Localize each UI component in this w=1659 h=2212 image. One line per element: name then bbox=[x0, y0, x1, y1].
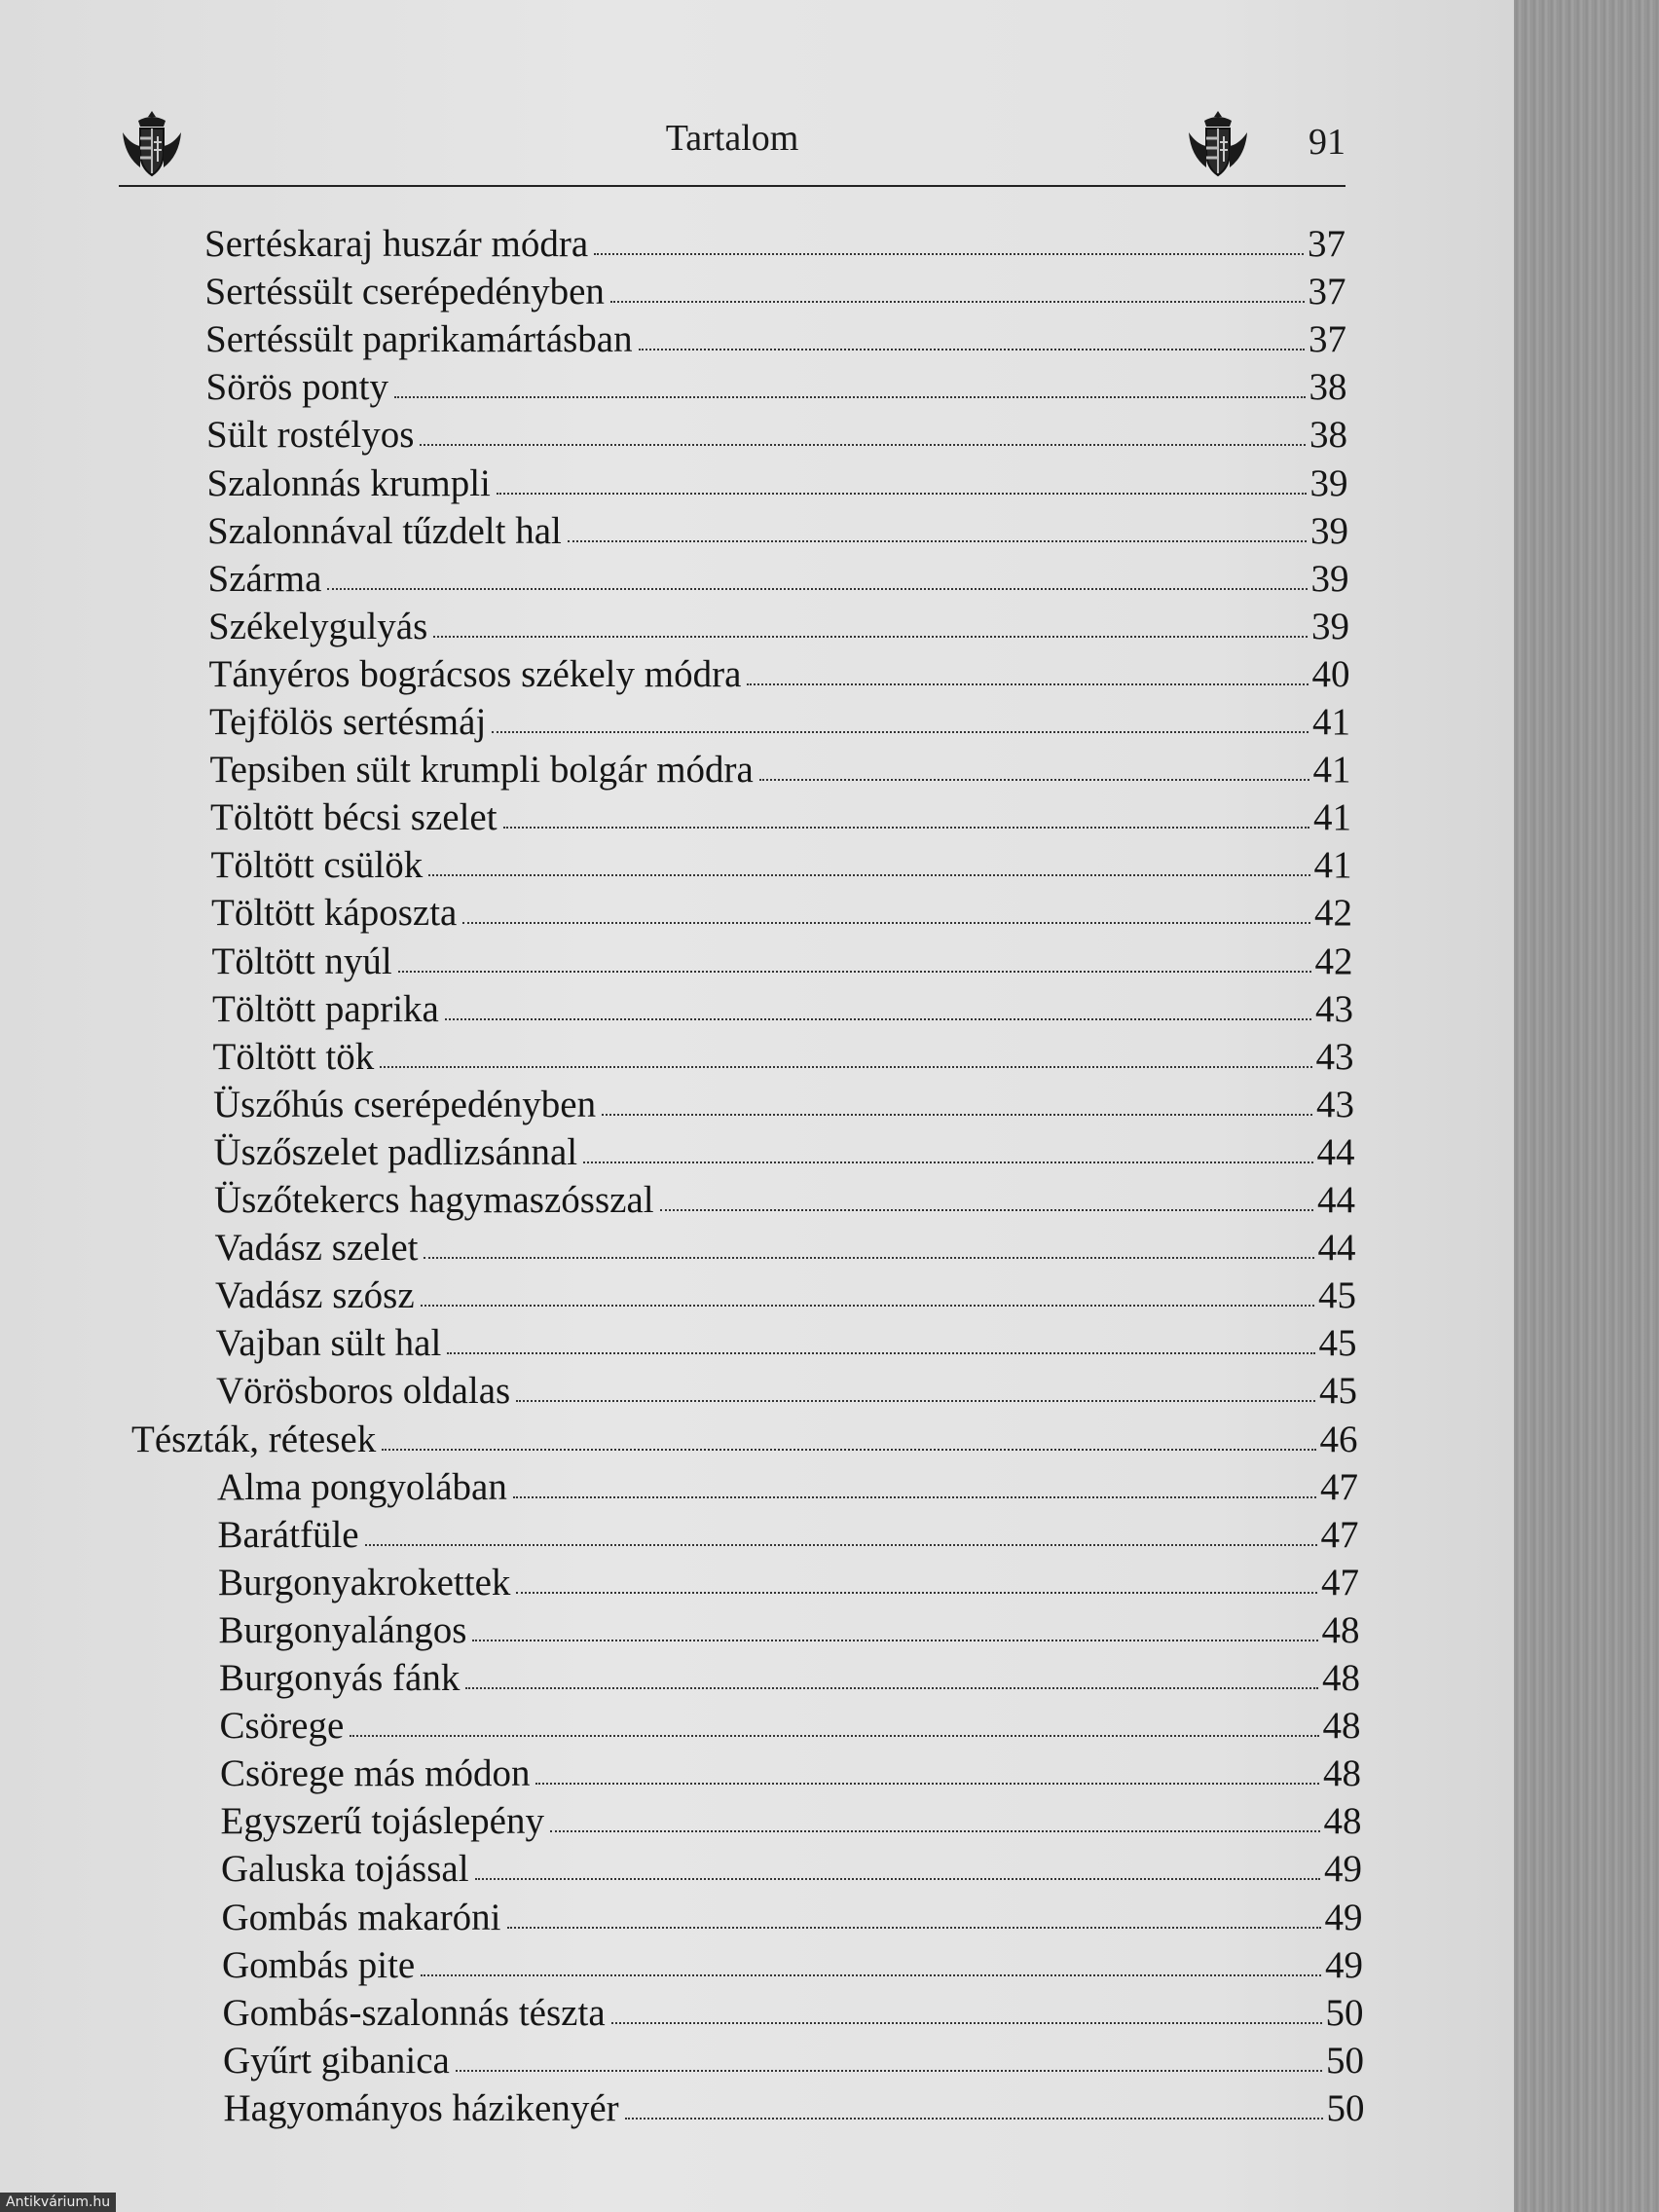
toc-entry-page: 43 bbox=[1315, 987, 1353, 1030]
dot-leader bbox=[516, 1592, 1317, 1594]
toc-entry bbox=[205, 264, 1346, 311]
toc-entry bbox=[224, 2081, 1365, 2127]
toc-entry-page: 46 bbox=[1319, 1418, 1358, 1460]
dot-leader bbox=[475, 1878, 1320, 1880]
toc-entry-title: Burgonyás fánk bbox=[219, 1657, 461, 1699]
dot-leader bbox=[421, 1974, 1321, 1976]
toc-entry-title: Töltött nyúl bbox=[211, 940, 392, 982]
toc-entry-page: 48 bbox=[1323, 1752, 1361, 1795]
toc-entry bbox=[219, 1650, 1360, 1697]
dot-leader bbox=[382, 1449, 1315, 1451]
toc-entry-title: Töltött tök bbox=[212, 1035, 375, 1078]
toc-entry-title: Vadász szósz bbox=[215, 1274, 415, 1317]
toc-entry-page: 41 bbox=[1313, 796, 1351, 839]
toc-entry-page: 50 bbox=[1326, 2086, 1365, 2129]
dot-leader bbox=[492, 731, 1309, 733]
toc-entry-title: Tejfölös sertésmáj bbox=[209, 701, 487, 743]
toc-entry bbox=[205, 359, 1347, 409]
toc-entry bbox=[217, 1459, 1358, 1506]
toc-entry-title: Hagyományos házikenyér bbox=[223, 2086, 619, 2129]
toc-entry-title: Gombás-szalonnás tészta bbox=[222, 1991, 606, 2034]
toc-entry bbox=[223, 1985, 1364, 2032]
dot-leader bbox=[447, 1352, 1314, 1354]
toc-entry-page: 49 bbox=[1324, 1848, 1362, 1891]
toc-entry-title: Töltött káposzta bbox=[211, 892, 458, 935]
toc-entry-title: Szárma bbox=[207, 557, 322, 600]
toc-entry-page: 50 bbox=[1325, 1991, 1364, 2034]
dot-leader bbox=[747, 683, 1308, 685]
toc-entry-title: Burgonyakrokettek bbox=[218, 1561, 511, 1604]
dot-leader bbox=[503, 827, 1309, 829]
toc-entry-page: 45 bbox=[1319, 1370, 1357, 1413]
toc-entry bbox=[214, 1220, 1356, 1270]
dot-leader bbox=[456, 2070, 1322, 2072]
dot-leader bbox=[365, 1544, 1317, 1546]
toc-entry-page: 37 bbox=[1308, 223, 1346, 265]
toc-entry-page: 43 bbox=[1316, 1083, 1354, 1125]
toc-entry-page: 47 bbox=[1320, 1465, 1358, 1508]
toc-entry-page: 45 bbox=[1318, 1322, 1357, 1365]
toc-entry-page: 47 bbox=[1321, 1561, 1359, 1604]
toc-entry bbox=[207, 503, 1348, 550]
dot-leader bbox=[639, 349, 1305, 350]
toc-entry-page: 48 bbox=[1321, 1608, 1360, 1651]
toc-entry-title: Szalonnával tűzdelt hal bbox=[207, 509, 562, 552]
toc-entry bbox=[222, 1937, 1363, 1984]
toc-entry-title: Csörege bbox=[219, 1705, 345, 1748]
toc-entry bbox=[218, 1507, 1359, 1554]
toc-entry-title: Sertéssült paprikamártásban bbox=[205, 318, 633, 361]
toc-entry bbox=[204, 216, 1346, 263]
toc-entry-title: Vadász szelet bbox=[214, 1227, 419, 1270]
toc-entry-page: 44 bbox=[1317, 1227, 1356, 1270]
toc-entry bbox=[209, 694, 1350, 741]
toc-entry-page: 39 bbox=[1310, 557, 1349, 600]
dot-leader bbox=[445, 1018, 1311, 1020]
dot-leader bbox=[420, 444, 1306, 446]
toc-entry-title: Töltött csülök bbox=[210, 844, 424, 887]
dot-leader bbox=[472, 1640, 1317, 1641]
toc-entry-title: Burgonyalángos bbox=[218, 1608, 467, 1651]
toc-entry-page: 50 bbox=[1326, 2039, 1364, 2082]
toc-entry-page: 37 bbox=[1308, 271, 1346, 313]
toc-entry bbox=[216, 1363, 1357, 1413]
toc-entry bbox=[213, 1029, 1354, 1076]
toc-entry-page: 42 bbox=[1314, 940, 1353, 982]
toc-entry-page: 38 bbox=[1309, 414, 1347, 457]
toc-entry-title: Tészták, rétesek bbox=[131, 1418, 377, 1460]
toc-entry-page: 49 bbox=[1324, 1896, 1363, 1938]
toc-entry-page: 44 bbox=[1316, 1130, 1355, 1173]
toc-entry bbox=[223, 2033, 1364, 2080]
toc-entry-title: Galuska tojással bbox=[221, 1848, 469, 1891]
toc-entry-title: Egyszerű tojáslepény bbox=[220, 1800, 544, 1843]
toc-entry-page: 49 bbox=[1325, 1943, 1363, 1986]
toc-entry-title: Csörege más módon bbox=[220, 1752, 531, 1795]
dot-leader bbox=[660, 1209, 1313, 1211]
dot-leader bbox=[759, 779, 1309, 781]
toc-entry-title: Gombás pite bbox=[222, 1943, 416, 1986]
dot-leader bbox=[516, 1400, 1315, 1402]
toc-entry-title: Üszőszelet padlizsánnal bbox=[213, 1130, 578, 1173]
toc-entry-page: 42 bbox=[1314, 892, 1352, 935]
toc-entry-page: 48 bbox=[1322, 1705, 1361, 1748]
toc-entry bbox=[220, 1793, 1362, 1843]
dot-leader bbox=[602, 1114, 1312, 1116]
dot-leader bbox=[327, 588, 1307, 590]
toc-entry-title: Üszőhús cserépedényben bbox=[213, 1083, 597, 1125]
dot-leader bbox=[433, 636, 1308, 638]
toc-entry-page: 39 bbox=[1311, 605, 1349, 647]
toc-entry-page: 38 bbox=[1309, 366, 1347, 409]
dot-leader bbox=[583, 1161, 1312, 1163]
toc-entry-title: Tányéros bográcsos székely módra bbox=[208, 652, 742, 695]
dot-leader bbox=[507, 1927, 1321, 1929]
toc-entry-title: Szalonnás krumpli bbox=[206, 461, 491, 504]
toc-entry-page: 44 bbox=[1317, 1179, 1355, 1221]
dot-leader bbox=[610, 301, 1305, 303]
toc-entry bbox=[212, 981, 1353, 1028]
toc-entry bbox=[210, 790, 1351, 839]
toc-entry-page: 41 bbox=[1313, 844, 1352, 887]
toc-entry bbox=[213, 1077, 1354, 1124]
toc-entry-title: Tepsiben sült krumpli bolgár módra bbox=[209, 749, 754, 792]
toc-entry-page: 47 bbox=[1320, 1513, 1359, 1556]
toc-entry bbox=[221, 1841, 1362, 1891]
dot-leader bbox=[428, 874, 1309, 876]
dot-leader bbox=[594, 253, 1304, 255]
toc-entry bbox=[208, 551, 1349, 598]
toc-entry-page: 48 bbox=[1322, 1657, 1360, 1699]
toc-section-heading bbox=[131, 1412, 1358, 1458]
toc-entry bbox=[207, 456, 1348, 502]
toc-entry-title: Gombás makaróni bbox=[221, 1896, 501, 1938]
toc-entry bbox=[211, 885, 1352, 935]
running-title: Tartalom bbox=[665, 118, 799, 159]
toc-entry-page: 43 bbox=[1315, 1035, 1354, 1078]
toc-entry bbox=[218, 1555, 1359, 1602]
toc-entry-page: 45 bbox=[1318, 1274, 1356, 1317]
toc-entry bbox=[209, 646, 1350, 693]
toc-entry-title: Gyűrt gibanica bbox=[223, 2039, 450, 2082]
toc-entry bbox=[208, 599, 1349, 645]
toc-entry bbox=[220, 1746, 1361, 1795]
toc-entry-title: Sertéssült cserépedényben bbox=[204, 271, 605, 313]
toc-entry bbox=[209, 742, 1351, 792]
toc-entry-page: 39 bbox=[1310, 509, 1348, 552]
toc-entry bbox=[214, 1124, 1355, 1171]
dot-leader bbox=[550, 1830, 1320, 1832]
toc-entry-title: Töltött bécsi szelet bbox=[210, 796, 498, 839]
dot-leader bbox=[380, 1066, 1311, 1068]
book-spine bbox=[1514, 0, 1659, 2212]
dot-leader bbox=[497, 493, 1307, 495]
toc-entry bbox=[222, 1890, 1363, 1936]
toc-entry bbox=[219, 1603, 1360, 1649]
toc-entry bbox=[219, 1698, 1361, 1748]
dot-leader bbox=[625, 2118, 1323, 2120]
toc-entry-title: Sertéskaraj huszár módra bbox=[204, 223, 589, 265]
toc-entry bbox=[206, 407, 1347, 457]
toc-entry-title: Sörös ponty bbox=[205, 366, 388, 409]
dot-leader bbox=[513, 1496, 1316, 1498]
dot-leader bbox=[611, 2022, 1322, 2024]
dot-leader bbox=[535, 1783, 1319, 1785]
toc-entry bbox=[210, 837, 1352, 887]
toc-entry-title: Alma pongyolában bbox=[217, 1465, 507, 1508]
toc-entry-title: Üszőtekercs hagymaszósszal bbox=[214, 1179, 654, 1221]
dot-leader bbox=[421, 1305, 1314, 1307]
toc-entry bbox=[214, 1172, 1355, 1219]
watermark-credit: Antikvárium.hu bbox=[0, 2193, 116, 2212]
toc-entry-title: Sült rostélyos bbox=[206, 414, 415, 457]
toc-entry-page: 41 bbox=[1312, 749, 1351, 792]
toc-entry-page: 37 bbox=[1309, 318, 1346, 361]
dot-leader bbox=[465, 1687, 1318, 1689]
toc-entry-page: 48 bbox=[1323, 1800, 1362, 1843]
toc-entry bbox=[215, 1315, 1357, 1365]
toc-entry-title: Székelygulyás bbox=[208, 605, 428, 647]
dot-leader bbox=[350, 1735, 1318, 1737]
dot-leader bbox=[394, 396, 1306, 398]
toc-entry-title: Töltött paprika bbox=[212, 987, 439, 1030]
dot-leader bbox=[398, 971, 1311, 973]
dot-leader bbox=[462, 922, 1310, 924]
toc-entry-page: 41 bbox=[1312, 701, 1350, 743]
toc-entry bbox=[205, 312, 1346, 361]
page-number: 91 bbox=[1309, 122, 1346, 163]
toc-entry-page: 39 bbox=[1309, 461, 1348, 504]
toc-entry-title: Vajban sült hal bbox=[215, 1322, 442, 1365]
dot-leader bbox=[424, 1257, 1313, 1259]
toc-entry bbox=[215, 1268, 1356, 1317]
toc-entry bbox=[212, 934, 1353, 980]
toc-entry-page: 40 bbox=[1311, 652, 1350, 695]
toc-entry-title: Barátfüle bbox=[217, 1513, 359, 1556]
dot-leader bbox=[568, 540, 1307, 542]
toc-entry-title: Vörösboros oldalas bbox=[216, 1370, 511, 1413]
